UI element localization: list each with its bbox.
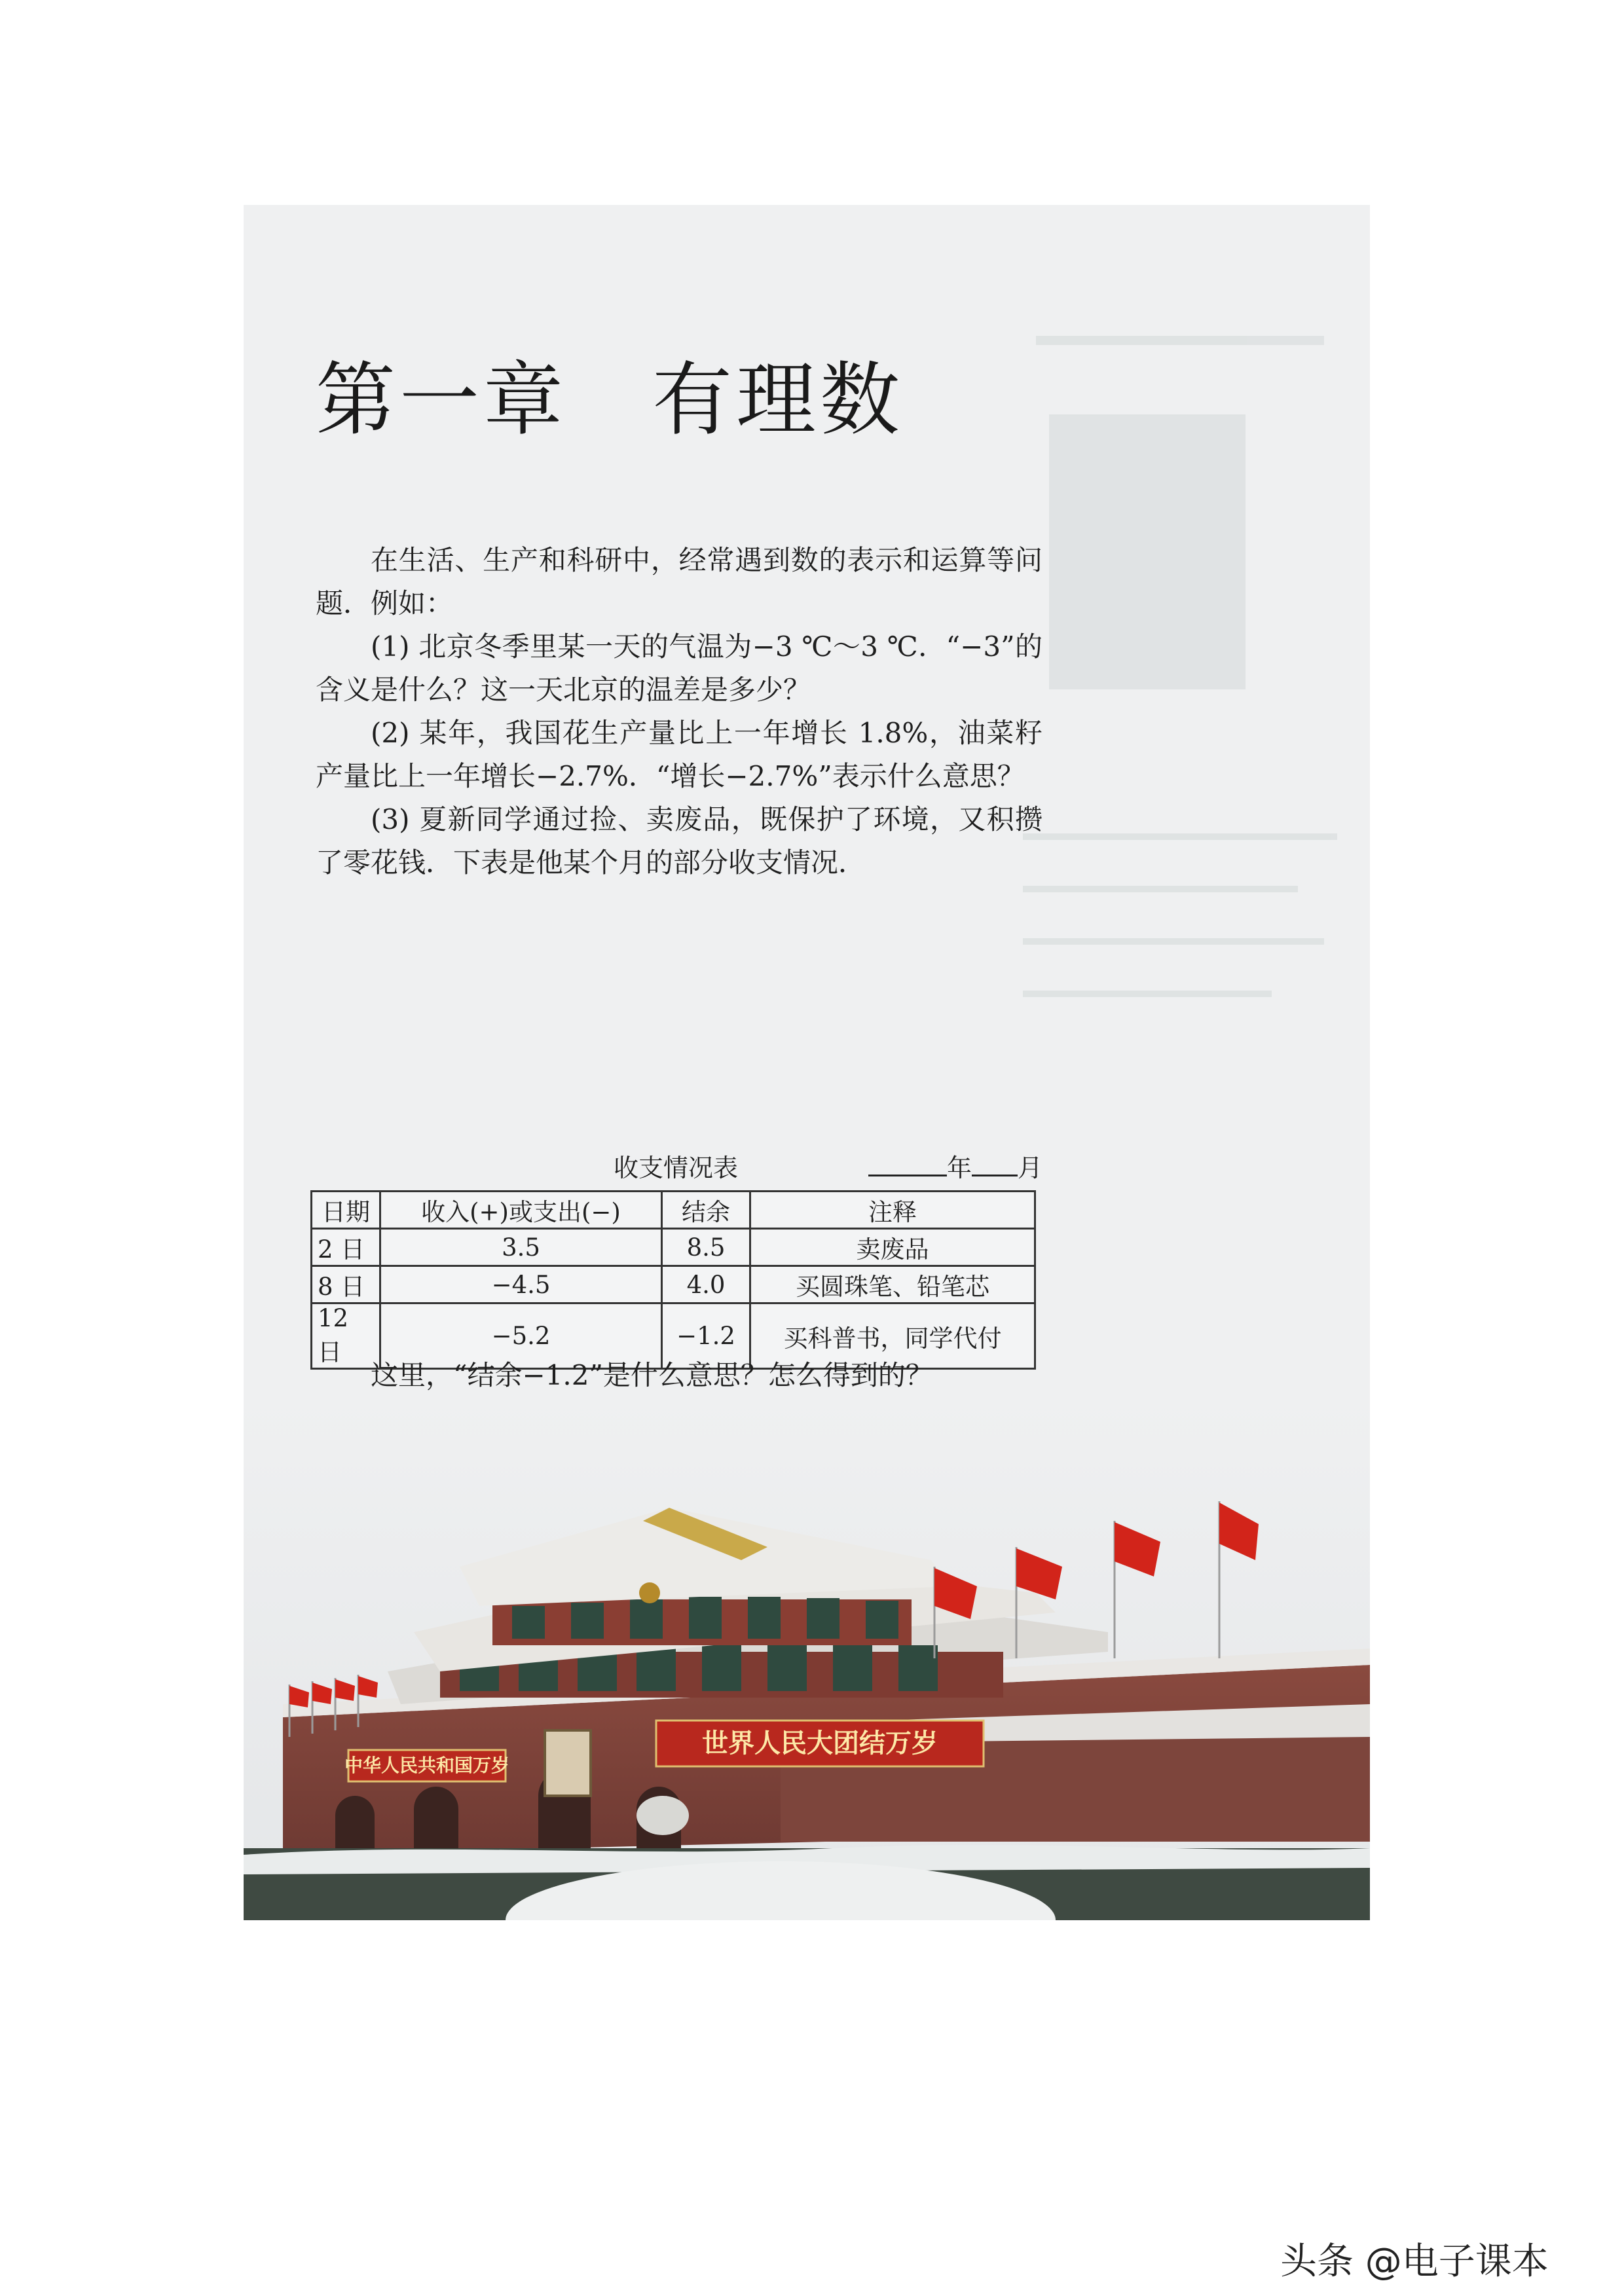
income-expense-table	[310, 1190, 1036, 1370]
banner-left-text: 中华人民共和国万岁	[344, 1755, 510, 1776]
header-balance: 结余	[662, 1192, 750, 1229]
cell-amount: −5.2	[380, 1303, 662, 1369]
intro-paragraph: 在生活、生产和科研中，经常遇到数的表示和运算等问题．例如：	[316, 544, 1043, 619]
textbook-page	[244, 205, 1370, 1920]
chapter-number: 第一章	[316, 354, 567, 446]
cell-amount: −4.5	[380, 1266, 662, 1303]
tiananmen-photo	[244, 1396, 1370, 1920]
chapter-title	[316, 336, 904, 450]
cell-amount: 3.5	[380, 1229, 662, 1266]
cell-date: 2 日	[312, 1229, 380, 1266]
table-row	[312, 1266, 1035, 1303]
table-header-row	[312, 1192, 1035, 1229]
month-blank	[972, 1148, 1018, 1176]
year-month-field	[868, 1148, 1043, 1184]
cell-balance: 8.5	[662, 1229, 750, 1266]
cell-date: 8 日	[312, 1266, 380, 1303]
bleed-through-texture	[1010, 336, 1350, 1514]
cell-balance: −1.2	[662, 1303, 750, 1369]
header-amount: 收入(+)或支出(−)	[380, 1192, 662, 1229]
intro-paragraph: (1) 北京冬季里某一天的气温为−3 ℃～3 ℃．“−3”的含义是什么？这一天北京的温差是多少？	[316, 630, 1043, 706]
intro-text	[316, 539, 1043, 884]
cell-balance: 4.0	[662, 1266, 750, 1303]
cell-note: 买科普书，同学代付	[750, 1303, 1035, 1369]
cell-date: 12 日	[312, 1303, 380, 1369]
month-label: 月	[1017, 1154, 1043, 1182]
outro-paragraph: 这里，“结余−1.2”是什么意思？怎么得到的？	[371, 1359, 933, 1391]
cell-note: 买圆珠笔、铅笔芯	[750, 1266, 1035, 1303]
watermark: 头条 @电子课本	[1280, 2240, 1549, 2283]
table-row	[312, 1229, 1035, 1266]
header-note: 注释	[750, 1192, 1035, 1229]
cell-note: 卖废品	[750, 1229, 1035, 1266]
intro-paragraph: (2) 某年，我国花生产量比上一年增长 1.8%，油菜籽产量比上一年增长−2.7%．“增长−2.7%”表示什么意思？	[316, 717, 1043, 792]
year-label: 年	[946, 1154, 972, 1182]
banner-right-text: 世界人民大团结万岁	[702, 1728, 938, 1758]
portrait	[545, 1730, 591, 1796]
intro-paragraph: (3) 夏新同学通过捡、卖废品，既保护了环境，又积攒了零花钱．下表是他某个月的部分收支情况．	[316, 803, 1043, 879]
table-caption-row	[316, 1148, 1043, 1187]
chapter-name: 有理数	[652, 354, 904, 446]
year-blank	[868, 1148, 947, 1176]
table-caption: 收支情况表	[614, 1154, 739, 1182]
header-date: 日期	[312, 1192, 380, 1229]
